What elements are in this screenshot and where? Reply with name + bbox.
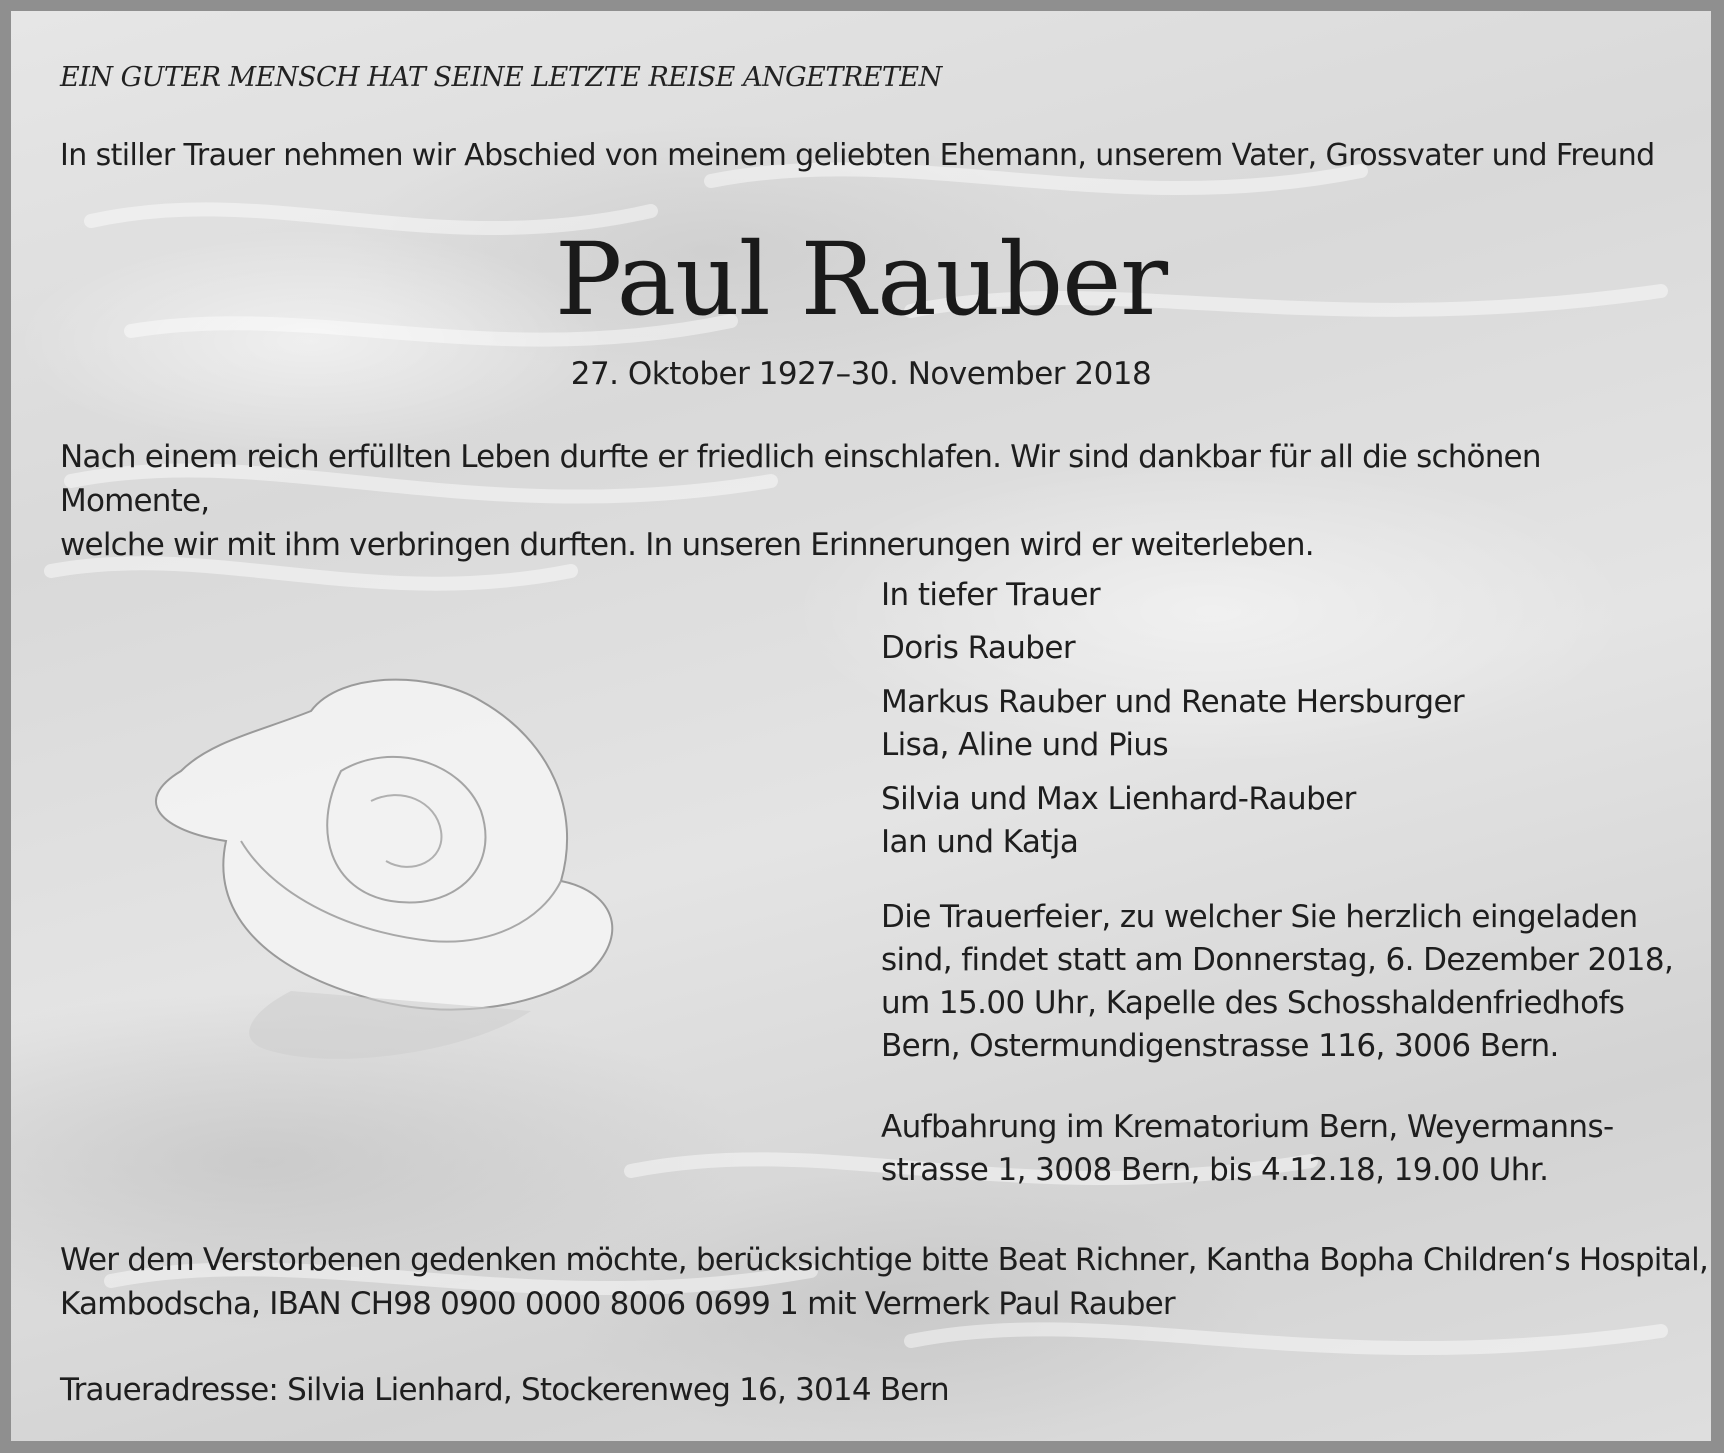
- viewing-info: [881, 1106, 1614, 1192]
- intro-line: In stiller Trauer nehmen wir Abschied von meinem geliebten Ehemann, unserem Vater, Grossvater und Freund: [60, 138, 1655, 173]
- rose-icon: [156, 680, 612, 1059]
- mourner-line: Markus Rauber und Renate Hersburger: [881, 684, 1465, 720]
- memorial-line: welche wir mit ihm verbringen durften. In unseren Erinnerungen wird er weiterleben.: [60, 527, 1314, 563]
- life-dates: 27. Oktober 1927–30. November 2018: [570, 356, 1152, 392]
- mourner-spouse: Doris Rauber: [881, 630, 1075, 666]
- donation-line: Wer dem Verstorbenen gedenken möchte, berücksichtige bitte Beat Richner, Kantha Bopha Children‘s Hospital,: [60, 1242, 1708, 1278]
- mourner-line: Ian und Katja: [881, 824, 1079, 860]
- mourner-line: Lisa, Aline und Pius: [881, 727, 1168, 763]
- ceremony-line: Die Trauerfeier, zu welcher Sie herzlich eingeladen: [881, 899, 1638, 935]
- mourner-family-1: [881, 681, 1464, 767]
- memorial-paragraph: [60, 435, 1680, 567]
- deceased-name: Paul Rauber: [554, 221, 1168, 338]
- mourner-line: Silvia und Max Lienhard-Rauber: [881, 781, 1356, 817]
- donation-line: Kambodscha, IBAN CH98 0900 0000 8006 0699 1 mit Vermerk Paul Rauber: [60, 1286, 1175, 1322]
- mourners-intro: In tiefer Trauer: [881, 577, 1101, 613]
- viewing-line: strasse 1, 3008 Bern, bis 4.12.18, 19.00 Uhr.: [881, 1152, 1549, 1188]
- ceremony-line: Bern, Ostermundigenstrasse 116, 3006 Bern.: [881, 1028, 1559, 1064]
- viewing-line: Aufbahrung im Krematorium Bern, Weyermanns-: [881, 1109, 1614, 1145]
- mourner-family-2: [881, 778, 1356, 864]
- notice-heading: EIN GUTER MENSCH HAT SEINE LETZTE REISE ANGETRETEN: [60, 62, 942, 93]
- donation-info: [60, 1238, 1708, 1326]
- ceremony-line: um 15.00 Uhr, Kapelle des Schosshaldenfriedhofs: [881, 985, 1625, 1021]
- obituary-card: [11, 11, 1711, 1441]
- ceremony-line: sind, findet statt am Donnerstag, 6. Dezember 2018,: [881, 942, 1674, 978]
- memorial-line: Nach einem reich erfüllten Leben durfte er friedlich einschlafen. Wir sind dankbar für all die schönen Momente,: [60, 439, 1541, 519]
- ceremony-info: [881, 896, 1673, 1068]
- mourning-address: Traueradresse: Silvia Lienhard, Stockerenweg 16, 3014 Bern: [60, 1372, 949, 1408]
